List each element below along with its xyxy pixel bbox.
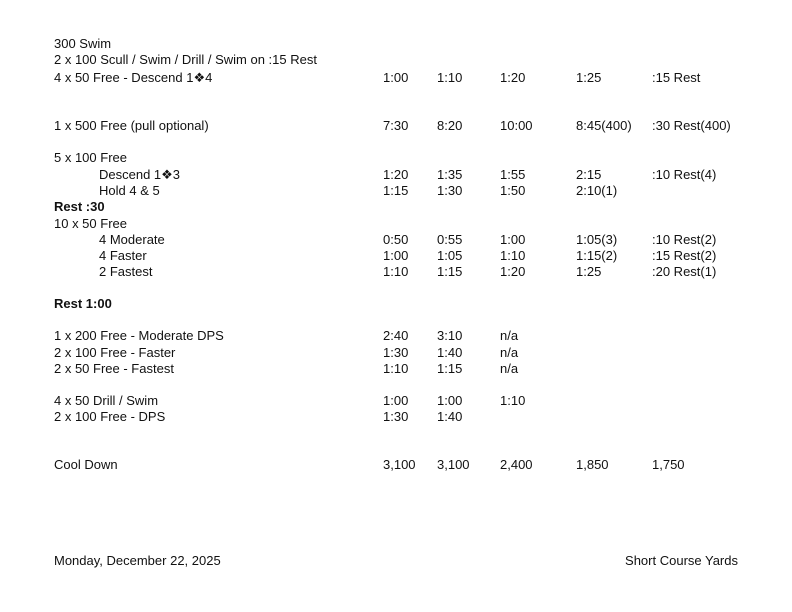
interval-cell: :30 Rest(400) [652,118,731,133]
workout-row [0,216,792,232]
workout-row [0,118,792,134]
workout-row [0,70,792,86]
row-label: Hold 4 & 5 [99,183,160,198]
workout-row [0,345,792,361]
interval-cell: 1:50 [500,183,526,198]
interval-cell: :10 Rest(2) [652,232,717,247]
interval-cell: 1:00 [383,70,409,85]
workout-row [0,150,792,166]
row-label: 1 x 200 Free - Moderate DPS [54,328,224,343]
workout-row [0,457,792,473]
row-label: 4 Faster [99,248,147,263]
interval-cell: 0:55 [437,232,463,247]
interval-cell: 1:00 [383,393,409,408]
workout-row [0,296,792,312]
interval-cell: 3,100 [437,457,470,472]
interval-cell: 3:10 [437,328,463,343]
interval-cell: 1,850 [576,457,609,472]
interval-cell: 1:20 [500,70,526,85]
interval-cell: :15 Rest [652,70,701,85]
interval-cell: 1:15 [437,361,463,376]
workout-date: Monday, December 22, 2025 [54,553,221,568]
interval-cell: 1:20 [500,264,526,279]
row-label: 4 x 50 Free - Descend 1❖4 [54,70,213,85]
interval-cell: 1:05(3) [576,232,618,247]
workout-row [0,36,792,52]
interval-cell: 1,750 [652,457,685,472]
interval-cell: 1:30 [383,345,409,360]
interval-cell: 1:25 [576,70,602,85]
interval-cell: 1:10 [383,361,409,376]
interval-cell: 1:55 [500,167,526,182]
workout-row [0,264,792,280]
interval-cell: 1:15(2) [576,248,618,263]
row-label: 2 x 50 Free - Fastest [54,361,174,376]
interval-cell: 1:00 [437,393,463,408]
interval-cell: 1:35 [437,167,463,182]
interval-cell: 1:00 [383,248,409,263]
interval-cell: 10:00 [500,118,533,133]
interval-cell: 2:15 [576,167,602,182]
workout-row [0,248,792,264]
interval-cell: 1:30 [437,183,463,198]
interval-cell: n/a [500,361,519,376]
workout-row [0,409,792,425]
interval-cell: 0:50 [383,232,409,247]
workout-row [0,167,792,183]
interval-cell: n/a [500,345,519,360]
workout-row [0,232,792,248]
row-label: 2 x 100 Free - DPS [54,409,166,424]
interval-cell: 2:40 [383,328,409,343]
row-label: 2 x 100 Scull / Swim / Drill / Swim on :15 Rest [54,52,317,67]
interval-cell: :15 Rest(2) [652,248,717,263]
interval-cell: 2:10(1) [576,183,618,198]
row-label: Rest 1:00 [54,296,112,311]
interval-cell: 1:30 [383,409,409,424]
interval-cell: n/a [500,328,519,343]
course-type: Short Course Yards [625,553,738,568]
row-label: 2 x 100 Free - Faster [54,345,176,360]
interval-cell: 1:10 [500,248,526,263]
interval-cell: 1:10 [383,264,409,279]
workout-row [0,393,792,409]
interval-cell: :10 Rest(4) [652,167,717,182]
workout-row [0,328,792,344]
interval-cell: 7:30 [383,118,409,133]
interval-cell: 1:00 [500,232,526,247]
interval-cell: 1:40 [437,345,463,360]
row-label: 1 x 500 Free (pull optional) [54,118,209,133]
interval-cell: 1:25 [576,264,602,279]
row-label: 2 Fastest [99,264,153,279]
workout-row [0,183,792,199]
interval-cell: 1:05 [437,248,463,263]
interval-cell: 1:15 [383,183,409,198]
interval-cell: 1:40 [437,409,463,424]
interval-cell: 3,100 [383,457,416,472]
interval-cell: 1:10 [437,70,463,85]
row-label: Cool Down [54,457,118,472]
interval-cell: 1:20 [383,167,409,182]
row-label: 300 Swim [54,36,112,51]
row-label: 10 x 50 Free [54,216,127,231]
row-label: Rest :30 [54,199,105,214]
interval-cell: 1:15 [437,264,463,279]
row-label: 4 Moderate [99,232,165,247]
row-label: Descend 1❖3 [99,167,181,182]
interval-cell: 1:10 [500,393,526,408]
interval-cell: 2,400 [500,457,533,472]
interval-cell: :20 Rest(1) [652,264,717,279]
interval-cell: 8:20 [437,118,463,133]
interval-cell: 8:45(400) [576,118,632,133]
row-label: 5 x 100 Free [54,150,127,165]
workout-row [0,199,792,215]
workout-row [0,52,792,68]
workout-row [0,361,792,377]
row-label: 4 x 50 Drill / Swim [54,393,159,408]
